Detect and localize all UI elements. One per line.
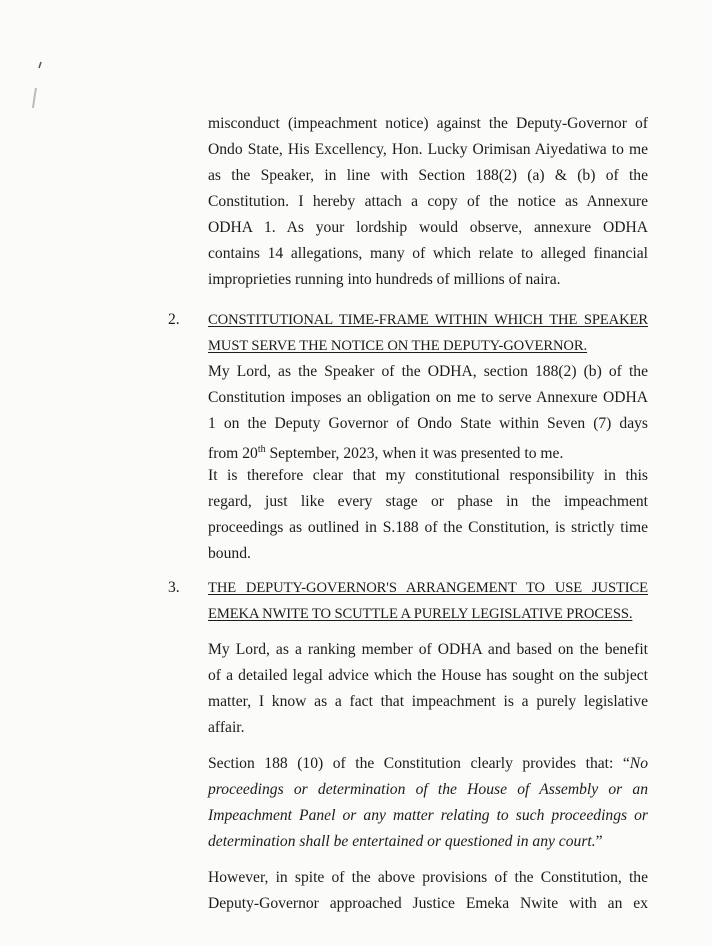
body-line: It is therefore clear that my constitutional responsibility in this <box>208 467 648 484</box>
section-heading: THE DEPUTY-GOVERNOR'S ARRANGEMENT TO USE JUSTICE <box>208 580 648 596</box>
date-prefix: from 20 <box>208 445 258 463</box>
body-line: Constitution imposes an obligation on me to serve Annexure ODHA <box>208 389 648 406</box>
quote-prefix: Section 188 (10) of the Constitution clearly provides that: “ <box>208 755 630 772</box>
body-line: 1 on the Deputy Governor of Ondo State within Seven (7) days <box>208 415 648 432</box>
quote-text: determination shall be entertained or questioned in any court. <box>208 833 596 850</box>
intro-line: Constitution. I hereby attach a copy of the notice as Annexure <box>208 193 648 210</box>
body-line: of a detailed legal advice which the House has sought on the subject <box>208 667 648 684</box>
quote-line: Impeachment Panel or any matter relating to such proceedings or <box>208 807 648 824</box>
quote-line: proceedings or determination of the House of Assembly or an <box>208 781 648 798</box>
body-line: proceedings as outlined in S.188 of the Constitution, is strictly time <box>208 519 648 536</box>
body-line: regard, just like every stage or phase in the impeachment <box>208 493 648 510</box>
body-line: However, in spite of the above provisions of the Constitution, the <box>208 869 648 886</box>
section-heading: EMEKA NWITE TO SCUTTLE A PURELY LEGISLATIVE PROCESS. <box>208 606 633 622</box>
intro-line: improprieties running into hundreds of millions of naira. <box>208 271 561 288</box>
scan-mark <box>30 60 44 110</box>
body-line <box>208 440 648 463</box>
intro-line: Ondo State, His Excellency, Hon. Lucky Orimisan Aiyedatiwa to me <box>208 141 648 158</box>
body-line: My Lord, as the Speaker of the ODHA, section 188(2) (b) of the <box>208 363 648 380</box>
quote-line <box>208 754 648 774</box>
date-suffix: September, 2023, when it was presented to me. <box>265 445 564 463</box>
quote-text: No <box>629 755 648 772</box>
section-number: 2. <box>168 311 180 328</box>
intro-line: misconduct (impeachment notice) against the Deputy-Governor of <box>208 115 648 132</box>
section-heading: CONSTITUTIONAL TIME-FRAME WITHIN WHICH THE SPEAKER <box>208 312 648 328</box>
body-line: affair. <box>208 719 245 736</box>
body-line: matter, I know as a fact that impeachment is a purely legislative <box>208 693 648 710</box>
section-heading: MUST SERVE THE NOTICE ON THE DEPUTY-GOVERNOR. <box>208 338 588 354</box>
section-number: 3. <box>168 579 180 596</box>
body-line: My Lord, as a ranking member of ODHA and based on the benefit <box>208 641 648 658</box>
intro-line: contains 14 allegations, many of which relate to alleged financial <box>208 245 648 262</box>
body-line: bound. <box>208 545 251 562</box>
body-line: Deputy-Governor approached Justice Emeka Nwite with an ex <box>208 895 648 912</box>
ordinal-suffix: th <box>257 444 266 455</box>
quote-close: ” <box>595 833 603 850</box>
intro-line: ODHA 1. As your lordship would observe, annexure ODHA <box>208 219 648 236</box>
quote-line <box>208 832 648 852</box>
intro-line: as the Speaker, in line with Section 188(2) (a) & (b) of the <box>208 167 648 184</box>
